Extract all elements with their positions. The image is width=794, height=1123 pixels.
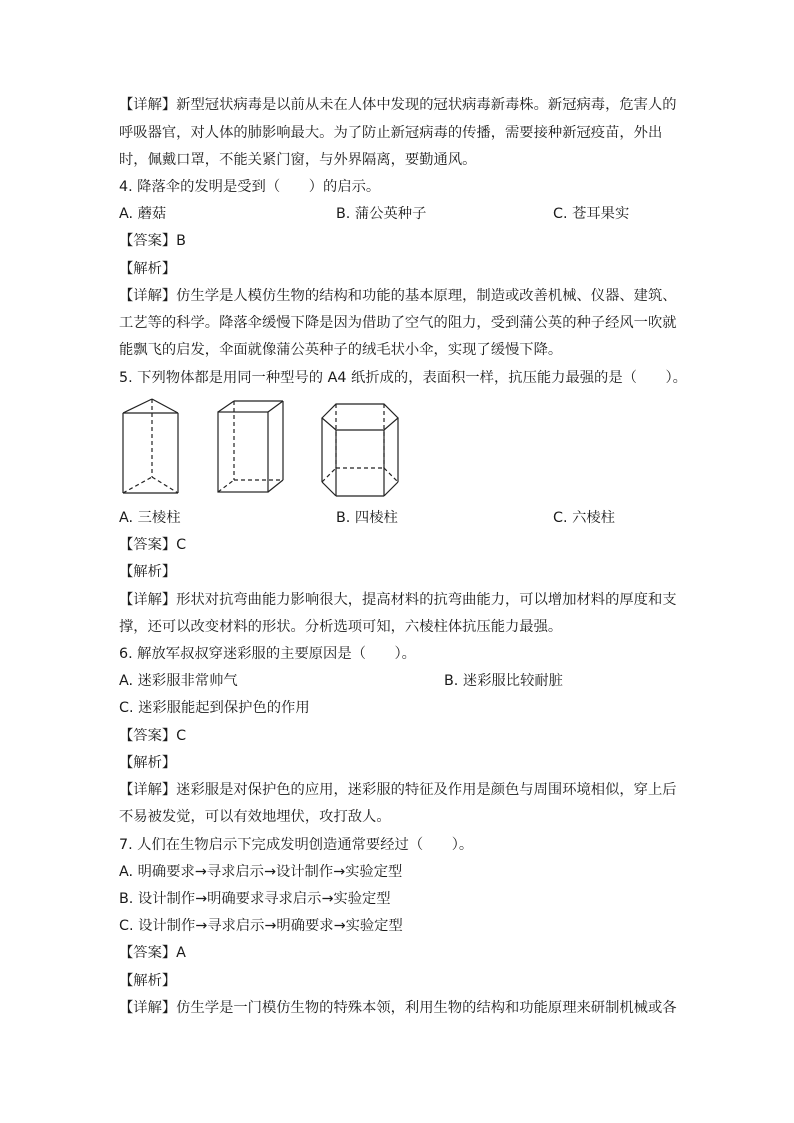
q4-answer: 【答案】B — [119, 233, 186, 249]
q7-stem: 7. 人们在生物启示下完成发明创造通常要经过（ ）。 — [119, 837, 474, 853]
q7-option-c: C. 设计制作→寻求启示→明确要求→实验定型 — [119, 918, 403, 934]
q6-detail-line-2: 不易被发觉，可以有效地埋伏，攻打敌人。 — [119, 809, 391, 825]
q4-analysis-heading: 【解析】 — [119, 261, 177, 277]
q5-analysis-heading: 【解析】 — [119, 564, 177, 580]
q4-detail-line-1: 【详解】仿生学是人模仿生物的结构和功能的基本原理，制造或改善机械、仪器、建筑、 — [119, 288, 677, 304]
q3-detail-line-3: 时，佩戴口罩，不能关紧门窗，与外界隔离，要勤通风。 — [119, 152, 477, 168]
q7-detail-line-1: 【详解】仿生学是一门模仿生物的特殊本领，利用生物的结构和功能原理来研制机械或各 — [119, 1000, 677, 1016]
q5-stem: 5. 下列物体都是用同一种型号的 A4 纸折成的，表面积一样，抗压能力最强的是（ ）。 — [119, 370, 687, 386]
q6-option-c: C. 迷彩服能起到保护色的作用 — [119, 700, 310, 716]
q3-detail-line-1: 【详解】新型冠状病毒是以前从未在人体中发现的冠状病毒新毒株。新冠病毒，危害人的 — [119, 97, 677, 113]
q6-answer: 【答案】C — [119, 728, 187, 744]
hexagonal-prism-figure — [316, 396, 404, 500]
q7-answer: 【答案】A — [119, 945, 186, 961]
q5-answer: 【答案】C — [119, 537, 187, 553]
q5-option-b: B. 四棱柱 — [336, 510, 398, 526]
q6-stem: 6. 解放军叔叔穿迷彩服的主要原因是（ ）。 — [119, 646, 416, 662]
triangular-prism-figure — [118, 395, 190, 497]
q4-detail-line-2: 工艺等的科学。降落伞缓慢下降是因为借助了空气的阻力，受到蒲公英的种子经风一吹就 — [119, 315, 677, 331]
q4-option-a: A. 蘑菇 — [119, 206, 167, 222]
q6-detail-line-1: 【详解】迷彩服是对保护色的应用，迷彩服的特征及作用是颜色与周围环境相似，穿上后 — [119, 782, 677, 798]
q7-option-a: A. 明确要求→寻求启示→设计制作→实验定型 — [119, 864, 403, 880]
q5-detail-line-2: 撑，还可以改变材料的形状。分析选项可知，六棱柱体抗压能力最强。 — [119, 619, 563, 635]
q3-detail-line-2: 呼吸器官，对人体的肺影响最大。为了防止新冠病毒的传播，需要接种新冠疫苗，外出 — [119, 125, 663, 141]
q7-analysis-heading: 【解析】 — [119, 973, 177, 989]
q5-option-a: A. 三棱柱 — [119, 510, 181, 526]
q4-detail-line-3: 能飘飞的启发，伞面就像蒲公英种子的绒毛状小伞，实现了缓慢下降。 — [119, 342, 563, 358]
q6-analysis-heading: 【解析】 — [119, 755, 177, 771]
q6-option-a: A. 迷彩服非常帅气 — [119, 673, 238, 689]
q6-option-b: B. 迷彩服比较耐脏 — [444, 673, 563, 689]
q5-detail-line-1: 【详解】形状对抗弯曲能力影响很大，提高材料的抗弯曲能力，可以增加材料的厚度和支 — [119, 592, 677, 608]
q4-option-c: C. 苍耳果实 — [553, 206, 630, 222]
q7-option-b: B. 设计制作→明确要求寻求启示→实验定型 — [119, 891, 391, 907]
q4-option-b: B. 蒲公英种子 — [336, 206, 427, 222]
q4-stem: 4. 降落伞的发明是受到（ ）的启示。 — [119, 179, 381, 195]
square-prism-figure — [214, 398, 286, 496]
q5-option-c: C. 六棱柱 — [553, 510, 615, 526]
